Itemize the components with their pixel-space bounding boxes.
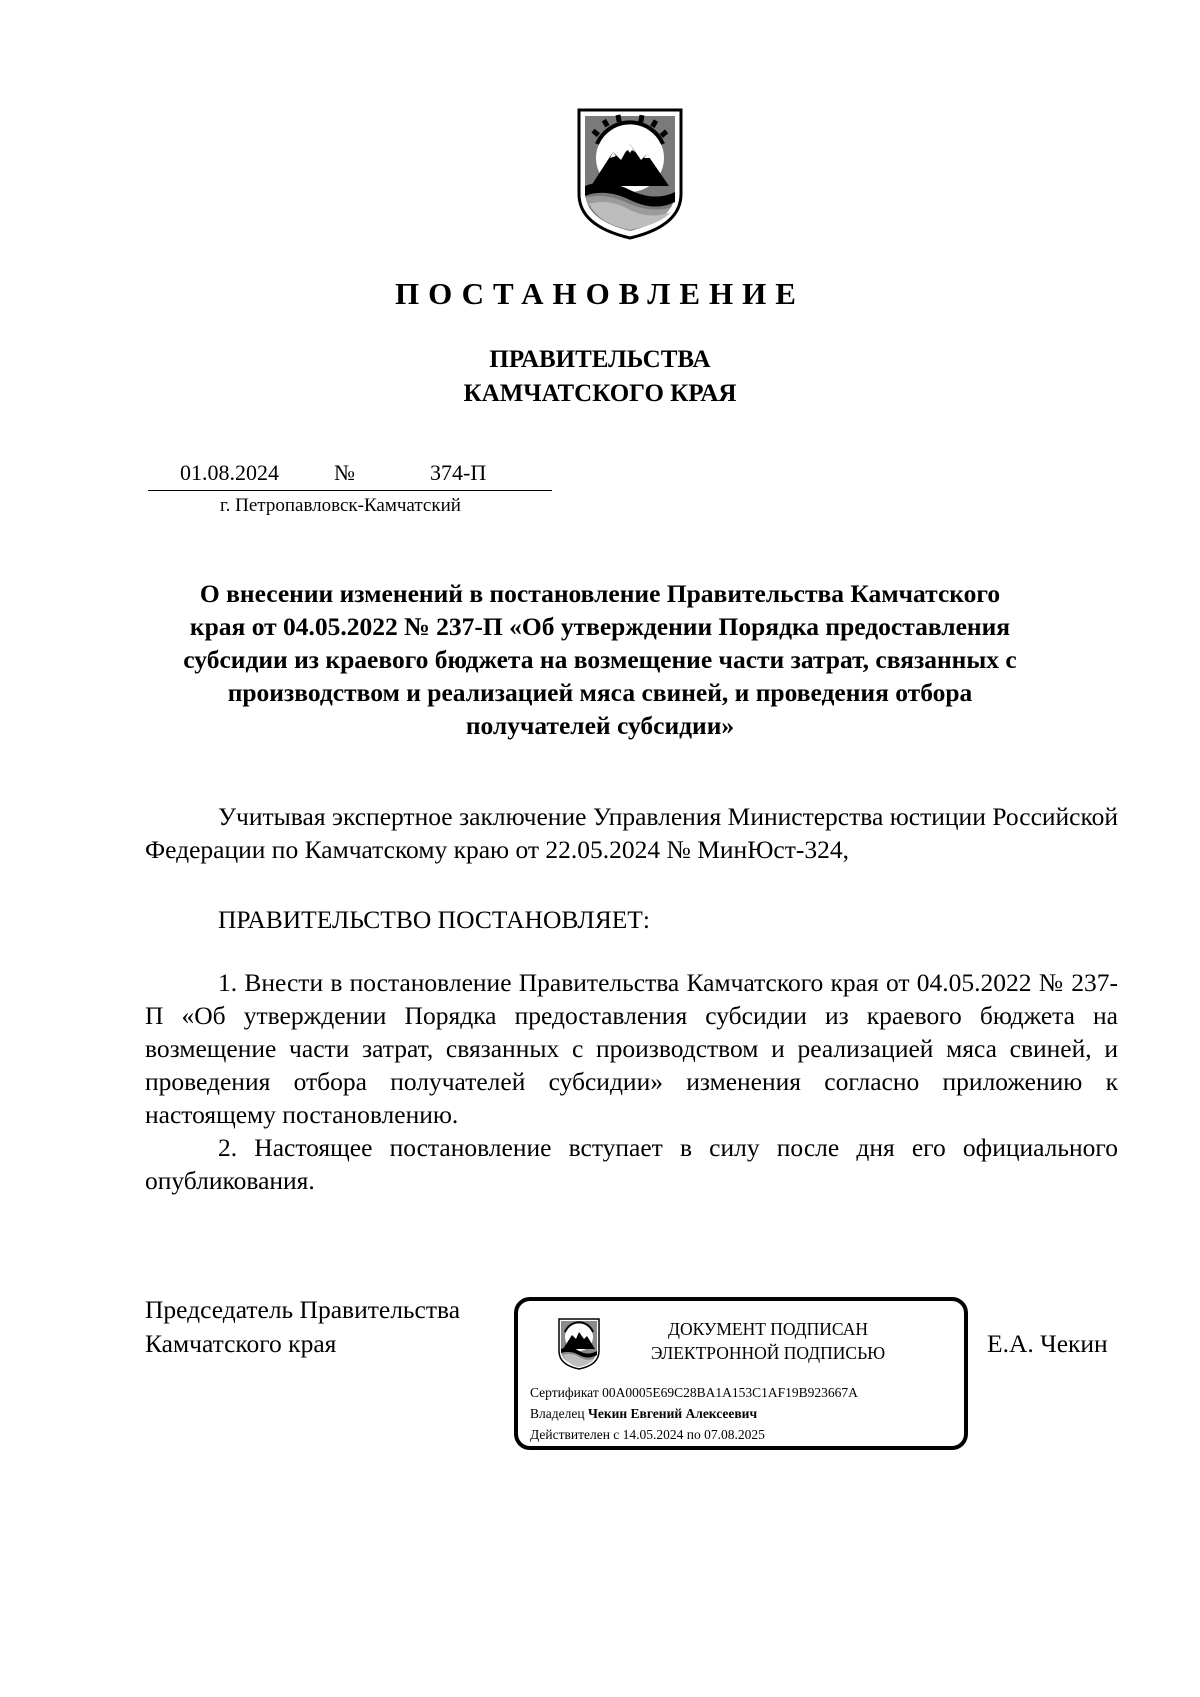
registration-city: г. Петропавловск-Камчатский <box>220 495 461 516</box>
stamp-title-line-1: ДОКУМЕНТ ПОДПИСАН <box>668 1319 868 1339</box>
signer-position-line-1: Председатель Правительства <box>145 1295 461 1324</box>
registration-number: 374-П <box>430 460 487 485</box>
decree-phrase: ПРАВИТЕЛЬСТВО ПОСТАНОВЛЯЕТ: <box>218 905 650 934</box>
stamp-certificate-row <box>530 1383 858 1403</box>
issuer-line-2: КАМЧАТСКОГО КРАЯ <box>463 380 737 407</box>
preamble-text: Учитывая экспертное заключение Управления Министерства юстиции Российской Федерации по Камчатскому краю от 22.05.2024 № МинЮст-324, <box>145 802 1118 864</box>
stamp-valid-to-label: по <box>686 1427 701 1442</box>
registration-number-sign: № <box>334 460 355 485</box>
subject-line: субсидии из краевого бюджета на возмещение части затрат, связанных с <box>183 645 1017 674</box>
signer-name: Е.А. Чекин <box>987 1329 1108 1358</box>
signer-position <box>145 1293 460 1361</box>
subject-line: производством и реализацией мяса свиней, и проведения отбора <box>227 678 973 707</box>
stamp-certificate-label: Сертификат <box>530 1385 599 1400</box>
decree-item-1: 1. Внести в постановление Правительства Камчатского края от 04.05.2022 № 237-П «Об утверждении Порядка предоставления субсидии из краевого бюджета на возмещение части затрат, связанных с производством и реализацией мяса свиней, и проведения отбора получателей субсидии» изменения согласно приложению к настоящему постановлению. <box>145 968 1118 1129</box>
signer-position-line-2: Камчатского края <box>145 1329 337 1358</box>
stamp-title <box>618 1317 918 1365</box>
registration-line <box>148 458 552 491</box>
electronic-signature-stamp <box>514 1297 968 1450</box>
stamp-certificate-value: 00A0005E69C28BA1A153C1AF19B923667A <box>602 1385 858 1400</box>
decree-item-2: 2. Настоящее постановление вступает в силу после дня его официального опубликования. <box>145 1133 1118 1195</box>
decree-items <box>145 966 1118 1197</box>
subject-line: О внесении изменений в постановление Правительства Камчатского <box>199 579 1001 608</box>
stamp-owner-label: Владелец <box>530 1406 585 1421</box>
stamp-valid-from: 14.05.2024 <box>622 1427 684 1442</box>
issuer-line-1: ПРАВИТЕЛЬСТВА <box>489 346 711 373</box>
stamp-valid-to: 07.08.2025 <box>704 1427 765 1442</box>
stamp-owner-row <box>530 1404 757 1424</box>
registration-date: 01.08.2024 <box>180 460 279 485</box>
stamp-validity-row <box>530 1425 765 1445</box>
kamchatka-coat-of-arms-small-icon <box>556 1317 602 1371</box>
document-kind-title: ПОСТАНОВЛЕНИЕ <box>395 276 805 311</box>
document-subject <box>130 577 1070 742</box>
stamp-valid-label: Действителен с <box>530 1427 620 1442</box>
subject-line: края от 04.05.2022 № 237-П «Об утверждении Порядка предоставления <box>189 612 1011 641</box>
kamchatka-coat-of-arms-icon <box>575 108 685 240</box>
issuer-block <box>0 343 1200 411</box>
preamble-paragraph <box>145 800 1118 866</box>
stamp-title-line-2: ЭЛЕКТРОННОЙ ПОДПИСЬЮ <box>650 1343 886 1363</box>
subject-line: получателей субсидии» <box>465 711 735 740</box>
stamp-owner-value: Чекин Евгений Алексеевич <box>587 1406 758 1421</box>
